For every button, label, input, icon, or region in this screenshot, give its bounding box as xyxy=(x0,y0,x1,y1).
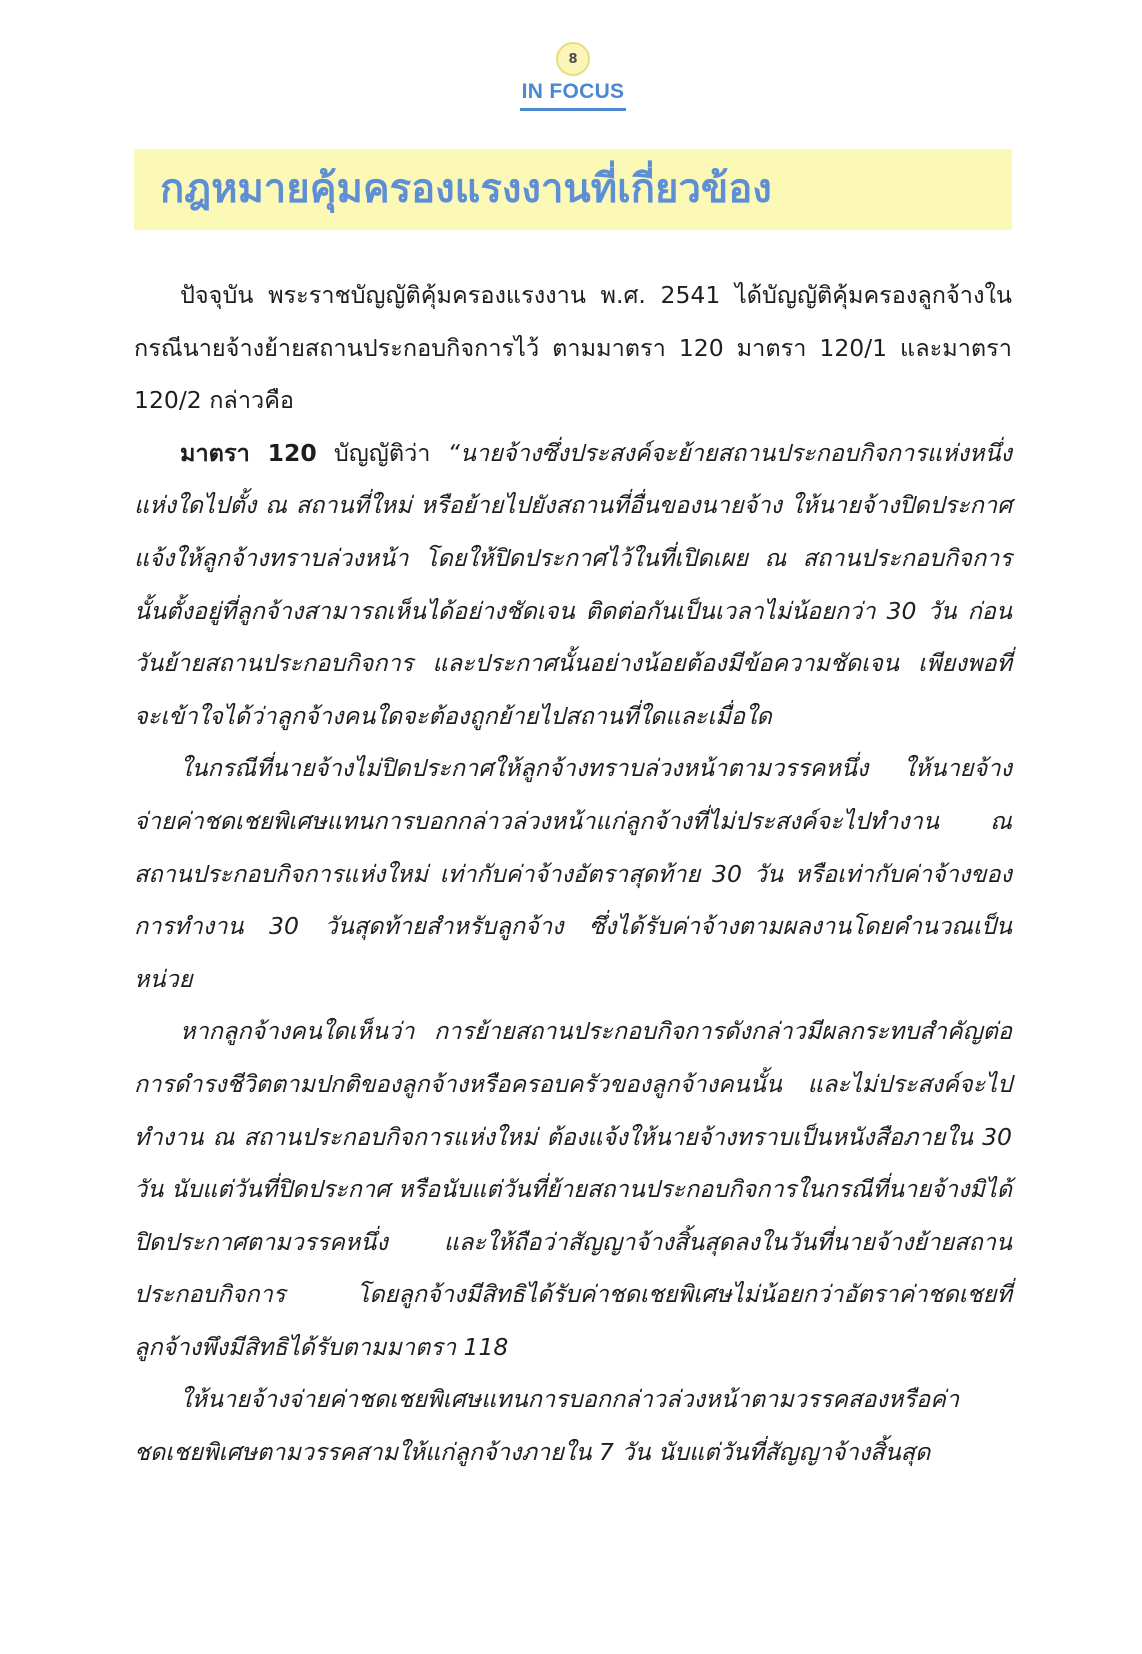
title-band xyxy=(134,149,1012,230)
section-120-lead: บัญญัติว่า xyxy=(316,438,448,467)
section-120-paragraph xyxy=(134,427,1012,743)
quote-paragraph-3: หากลูกจ้างคนใดเห็นว่า การย้ายสถานประกอบกิจการดังกล่าวมีผลกระทบสำคัญต่อการดำรงชีวิตตามปกติของลูกจ้างหรือครอบครัวของลูกจ้างคนนั้น และไม่ประสงค์จะไปทำงาน ณ สถานประกอบกิจการแห่งใหม่ ต้องแจ้งให้นายจ้างทราบเป็นหนังสือภายใน 30 วัน นับแต่วันที่ปิดประกาศ หรือนับแต่วันที่ย้ายสถานประกอบกิจการในกรณีที่นายจ้างมิได้ปิดประกาศตามวรรคหนึ่ง และให้ถือว่าสัญญาจ้างสิ้นสุดลงในวันที่นายจ้างย้ายสถานประกอบกิจการ โดยลูกจ้างมีสิทธิได้รับค่าชดเชยพิเศษไม่น้อยกว่าอัตราค่าชดเชยที่ลูกจ้างพึงมีสิทธิได้รับตามมาตรา 118 xyxy=(134,1017,1012,1361)
article-body xyxy=(134,269,1012,1479)
page-title: กฎหมายคุ้มครองแรงงานที่เกี่ยวข้อง xyxy=(160,166,772,212)
section-120-label: มาตรา 120 xyxy=(180,438,317,467)
page-number-badge xyxy=(556,42,590,76)
intro-paragraph: ปัจจุบัน พระราชบัญญัติคุ้มครองแรงงาน พ.ศ. 2541 ได้บัญญัติคุ้มครองลูกจ้างในกรณีนายจ้างย้ายสถานประกอบกิจการไว้ ตามมาตรา 120 มาตรา 120/1 และมาตรา 120/2 กล่าวคือ xyxy=(134,281,1012,415)
section-120-quote: “นายจ้างซึ่งประสงค์จะย้ายสถานประกอบกิจการแห่งหนึ่งแห่งใดไปตั้ง ณ สถานที่ใหม่ หรือย้ายไปยังสถานที่อื่นของนายจ้าง ให้นายจ้างปิดประกาศแจ้งให้ลูกจ้างทราบล่วงหน้า โดยให้ปิดประกาศไว้ในที่เปิดเผย ณ สถานประกอบกิจการนั้นตั้งอยู่ที่ลูกจ้างสามารถเห็นได้อย่างชัดเจน ติดต่อกันเป็นเวลาไม่น้อยกว่า 30 วัน ก่อนวันย้ายสถานประกอบกิจการ และประกาศนั้นอย่างน้อยต้องมีข้อความชัดเจน เพียงพอที่จะเข้าใจได้ว่าลูกจ้างคนใดจะต้องถูกย้ายไปสถานที่ใดและเมื่อใด xyxy=(134,438,1012,730)
section-label: IN FOCUS xyxy=(521,80,625,103)
section-underline xyxy=(520,108,626,111)
page-number: 8 xyxy=(568,51,578,67)
quote-paragraph-4: ให้นายจ้างจ่ายค่าชดเชยพิเศษแทนการบอกกล่าวล่วงหน้าตามวรรคสองหรือค่าชดเชยพิเศษตามวรรคสามให้แก่ลูกจ้างภายใน 7 วัน นับแต่วันที่สัญญาจ้างสิ้นสุด xyxy=(134,1385,960,1467)
quote-paragraph-2: ในกรณีที่นายจ้างไม่ปิดประกาศให้ลูกจ้างทราบล่วงหน้าตามวรรคหนึ่ง ให้นายจ้างจ่ายค่าชดเชยพิเศษแทนการบอกกล่าวล่วงหน้าแก่ลูกจ้างที่ไม่ประสงค์จะไปทำงาน ณ สถานประกอบกิจการแห่งใหม่ เท่ากับค่าจ้างอัตราสุดท้าย 30 วัน หรือเท่ากับค่าจ้างของการทำงาน 30 วันสุดท้ายสำหรับลูกจ้าง ซึ่งได้รับค่าจ้างตามผลงานโดยคำนวณเป็นหน่วย xyxy=(134,754,1012,993)
